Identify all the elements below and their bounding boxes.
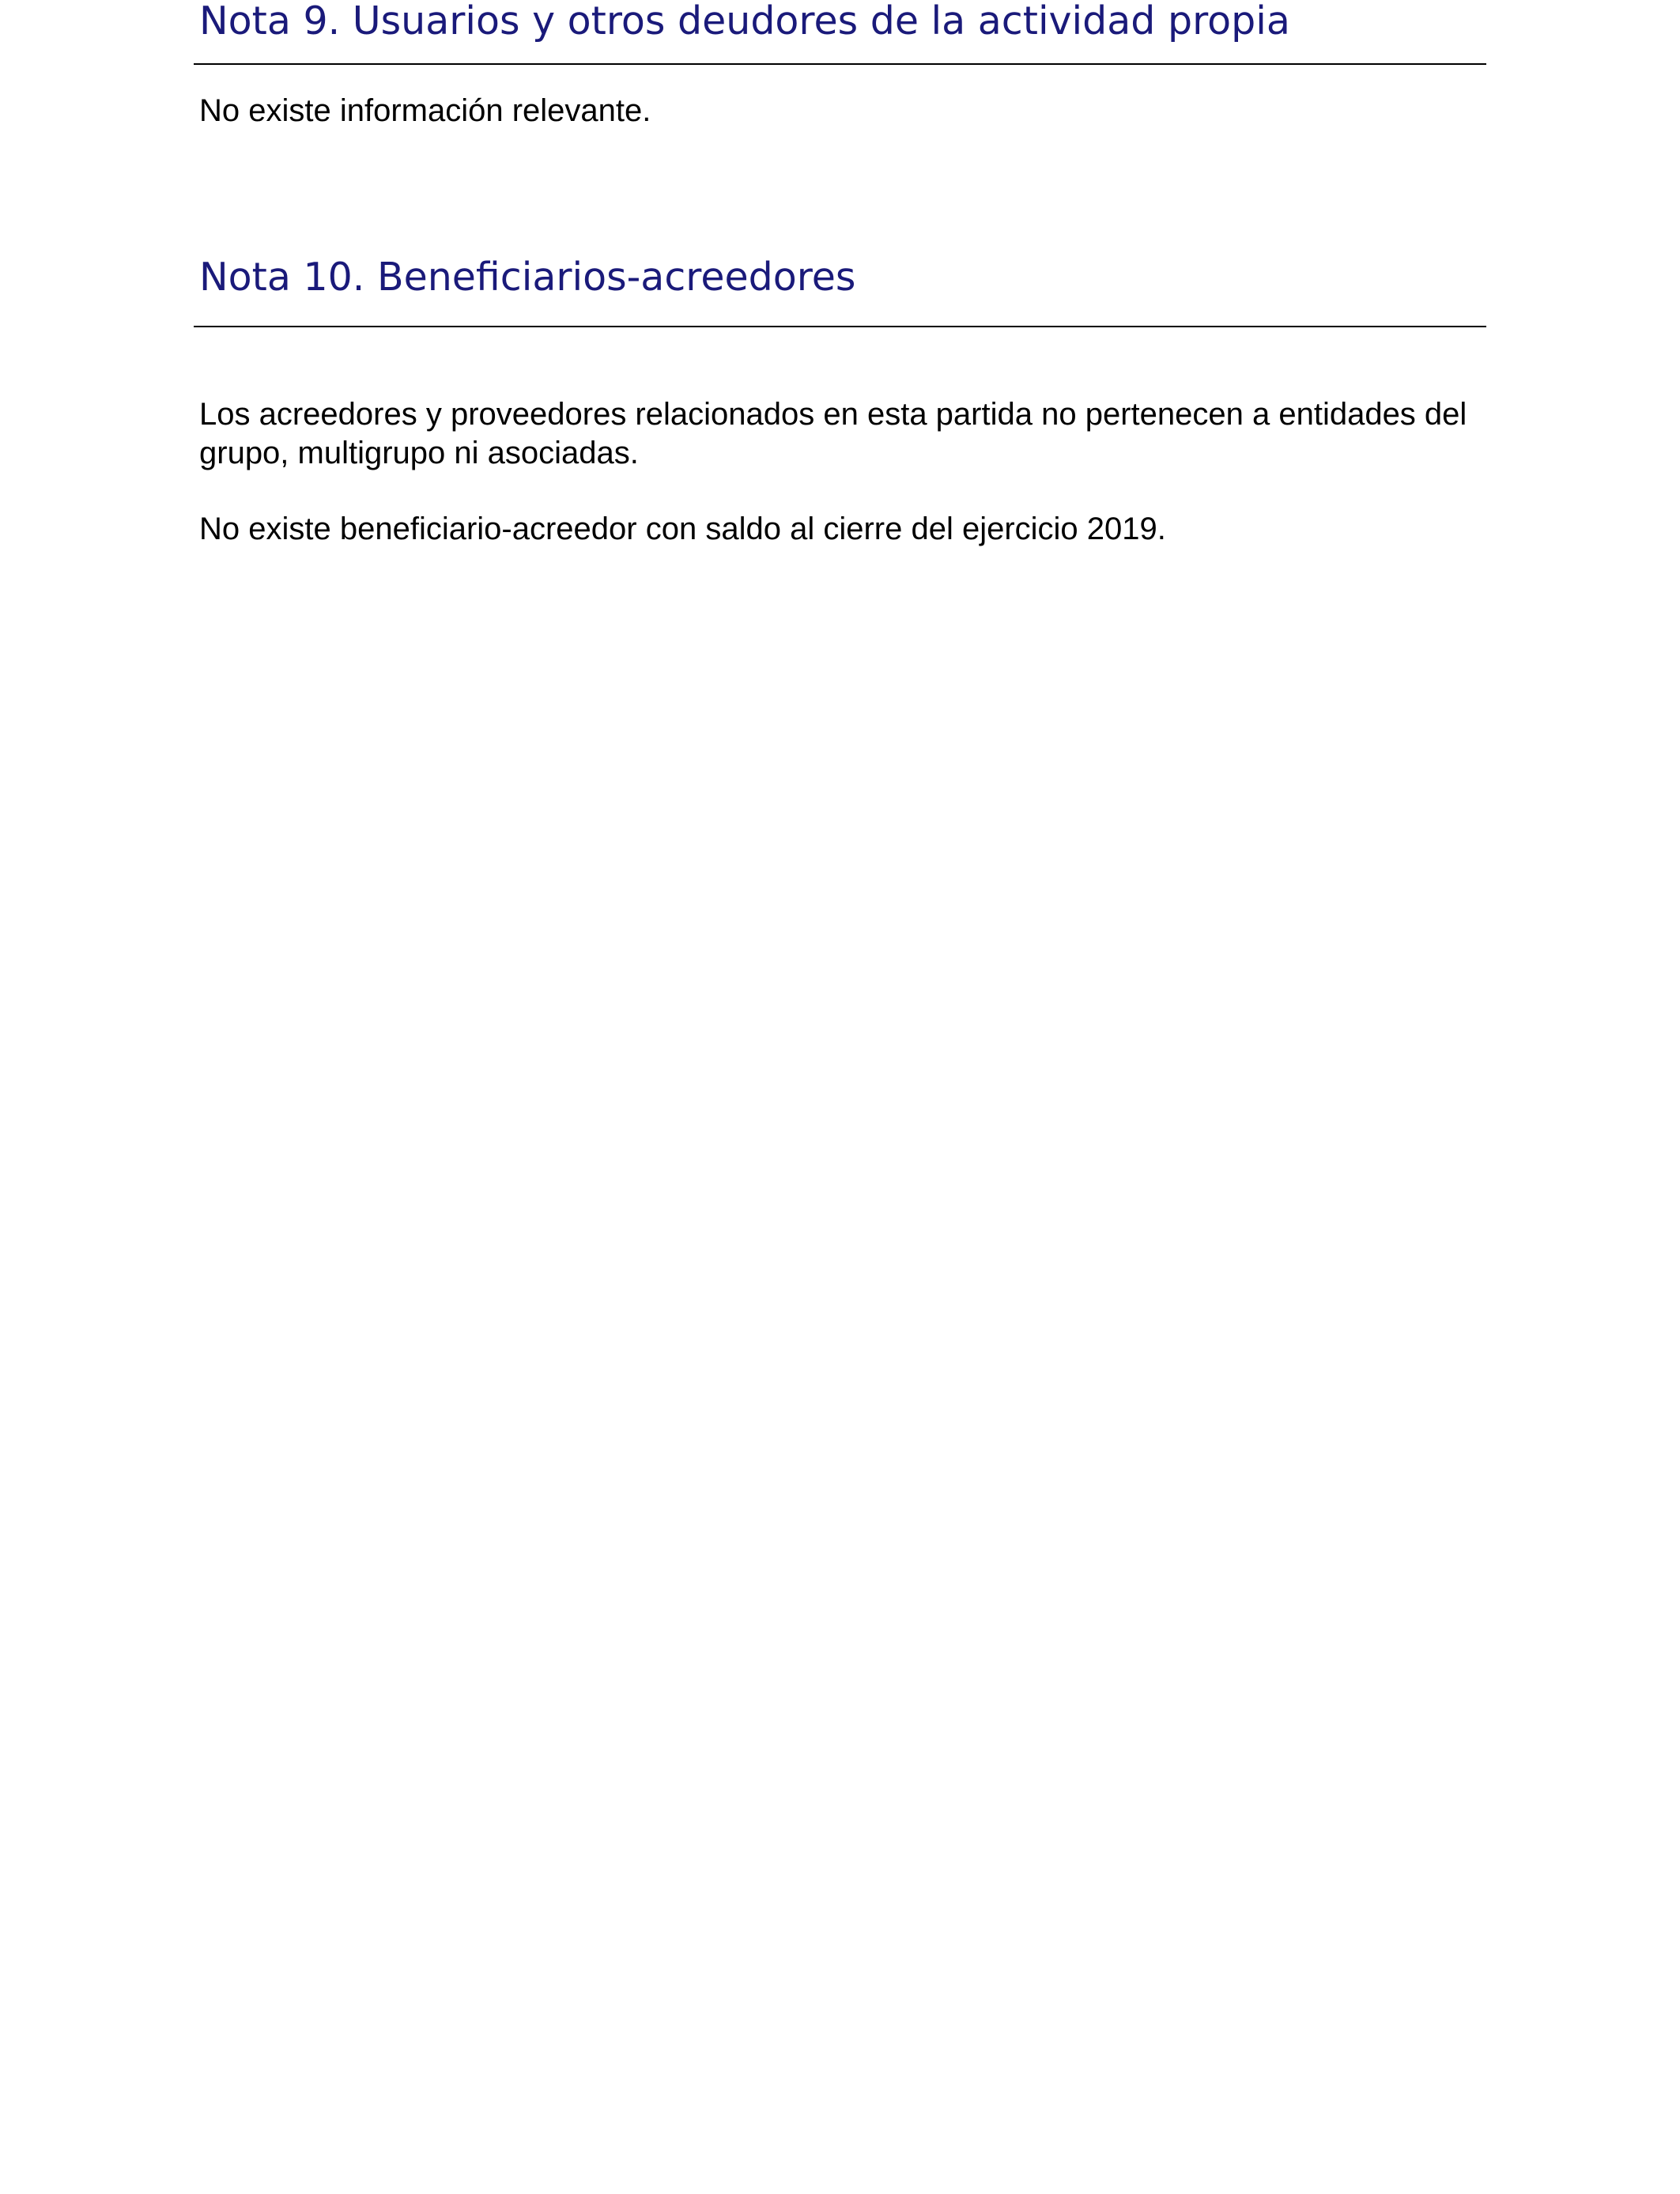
section-paragraph: No existe información relevante. xyxy=(199,93,651,128)
section-heading-nota-9: Nota 9. Usuarios y otros deudores de la actividad propia xyxy=(199,0,1290,43)
section-heading-nota-10: Nota 10. Beneficiarios-acreedores xyxy=(199,255,856,300)
section-divider xyxy=(194,326,1486,327)
section-divider xyxy=(194,63,1486,65)
section-paragraph: Los acreedores y proveedores relacionados en esta partida no pertenecen a entidades del grupo, multigrupo ni asociadas. xyxy=(199,397,1467,470)
section-paragraph: No existe beneficiario-acreedor con saldo al cierre del ejercicio 2019. xyxy=(199,512,1166,546)
